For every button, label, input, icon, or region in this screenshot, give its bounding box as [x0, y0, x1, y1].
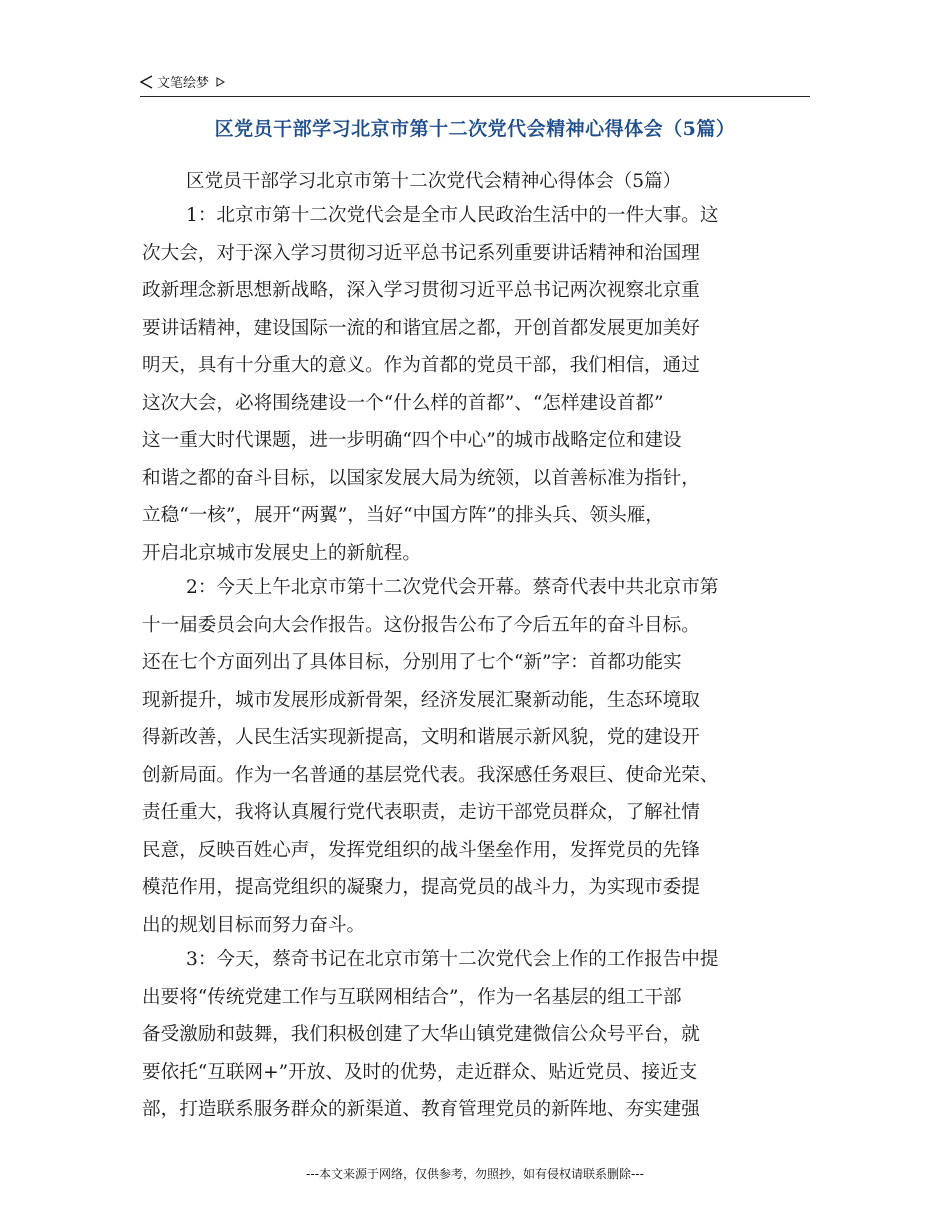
paragraph-line: 这次大会，必将围绕建设一个“什么样的首都”、“怎样建设首都” — [142, 392, 664, 414]
paragraph-line: 这一重大时代课题，进一步明确“四个中心”的城市战略定位和建设 — [142, 430, 682, 451]
paragraph-line: 得新改善，人民生活实现新提高，文明和谐展示新风貌，党的建设开 — [142, 727, 700, 748]
page-footer-disclaimer: ---本文来源于网络，仅供参考，勿照抄，如有侵权请联系删除--- — [306, 1167, 644, 1181]
paragraph-line: 开启北京城市发展史上的新航程。 — [142, 542, 421, 564]
brand-name: 文笔绘梦 — [157, 76, 210, 91]
paragraph-line: 现新提升，城市发展形成新骨架，经济发展汇聚新动能，生态环境取 — [142, 689, 700, 711]
paragraph-line: 十一届委员会向大会作报告。这份报告公布了今后五年的奋斗目标。 — [142, 614, 700, 636]
paragraph-line: 部，打造联系服务群众的新渠道、教育管理党员的新阵地、夯实建强 — [142, 1099, 700, 1120]
triangle-right-icon — [216, 77, 225, 87]
paragraph-line: 政新理念新思想新战略，深入学习贯彻习近平总书记两次视察北京重 — [142, 280, 700, 301]
triangle-left-icon — [140, 75, 153, 89]
paragraph-line: 次大会，对于深入学习贯彻习近平总书记系列重要讲话精神和治国理 — [142, 242, 700, 264]
paragraph-line: 和谐之都的奋斗目标，以国家发展大局为统领，以首善标准为指针， — [142, 467, 700, 489]
paragraph-line: 民意，反映百姓心声，发挥党组织的战斗堡垒作用，发挥党员的先锋 — [142, 839, 700, 861]
paragraph-line: 责任重大，我将认真履行党代表职责，走访干部党员群众，了解社情 — [142, 802, 700, 823]
paragraph-line: 要依托“互联网+”开放、及时的优势，走近群众、贴近党员、接近支 — [142, 1061, 698, 1083]
paragraph-line: 出要将“传统党建工作与互联网相结合”，作为一名基层的组工干部 — [142, 986, 682, 1008]
paragraph-line: 模范作用，提高党组织的凝聚力，提高党员的战斗力，为实现市委提 — [142, 877, 700, 898]
paragraph-line: 明天，具有十分重大的意义。作为首都的党员干部，我们相信，通过 — [142, 355, 700, 376]
paragraph-2 — [142, 569, 812, 944]
paragraph-1 — [142, 197, 812, 572]
paragraph-line: 备受激励和鼓舞，我们积极创建了大华山镇党建微信公众号平台，就 — [142, 1024, 700, 1045]
paragraph-line: 3：今天，蔡奇书记在北京市第十二次党代会上作的工作报告中提 — [186, 949, 719, 970]
paragraph-line: 出的规划目标而努力奋斗。 — [142, 914, 366, 936]
brand — [140, 72, 225, 91]
paragraph-3 — [142, 941, 812, 1129]
paragraph-line: 创新局面。作为一名普通的基层党代表。我深感任务艰巨、使命光荣、 — [142, 764, 719, 786]
paragraph-line: 立稳“一核”，展开“两翼”，当好“中国方阵”的排头兵、领头雁， — [142, 505, 664, 526]
page-header — [140, 72, 810, 97]
document-subtitle: 区党员干部学习北京市第十二次党代会精神心得体会（5篇） — [186, 171, 682, 192]
paragraph-line: 1：北京市第十二次党代会是全市人民政治生活中的一件大事。这 — [186, 205, 719, 226]
paragraph-line: 要讲话精神，建设国际一流的和谐宜居之都，开创首都发展更加美好 — [142, 317, 700, 339]
paragraph-line: 还在七个方面列出了具体目标，分别用了七个“新”字：首都功能实 — [142, 652, 682, 673]
document-title: 区党员干部学习北京市第十二次党代会精神心得体会（5篇） — [214, 118, 736, 140]
paragraph-line: 2：今天上午北京市第十二次党代会开幕。蔡奇代表中共北京市第 — [186, 577, 719, 598]
